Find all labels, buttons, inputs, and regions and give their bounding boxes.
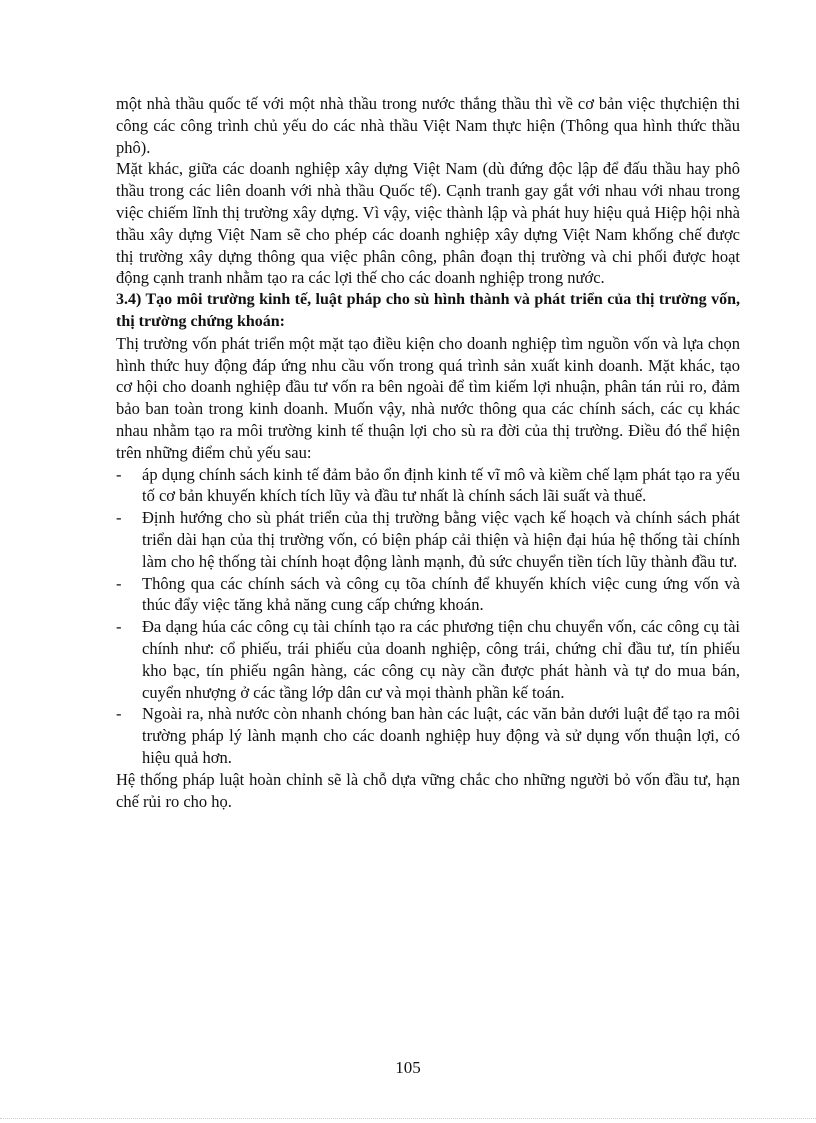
closing-sentence: Hệ thống pháp luật hoàn chỉnh sẽ là chỗ dựa vững chắc cho những người bỏ vốn đầu tư, hạn chế rủi ro cho họ. (116, 769, 740, 811)
list-item (116, 464, 740, 508)
page-number: 105 (395, 1058, 421, 1077)
list-item (116, 703, 740, 768)
dash-bullet: - (116, 704, 122, 724)
list-item-text: Định hướng cho sù phát triển của thị trường bằng việc vạch kế hoạch và chính sách phát triển dài hạn của thị trường vốn, có biện pháp cải thiện và hiện đại húa hệ thống tài chính làm cho hệ thống tài chính hoạt động lành mạnh, đủ sức chuyển tiền tích lũy thành đầu tư. (142, 508, 740, 571)
dash-bullet: - (116, 464, 122, 484)
list-item (116, 616, 740, 703)
list-item-text: Thông qua các chính sách và công cụ tõa chính để khuyến khích việc cung ứng vốn và thúc đẩy việc tăng khả năng cung cấp chứng khoán. (142, 573, 740, 615)
list-item-text: Ngoài ra, nhà nước còn nhanh chóng ban hàn các luật, các văn bản dưới luật để tạo ra môi trường pháp lý lành mạnh cho các doanh nghiệp huy động và sử dụng vốn thuận lợi, có hiệu quả hơn. (142, 704, 740, 767)
dash-bullet: - (116, 508, 122, 528)
paragraph-domestic-competition: Mặt khác, giữa các doanh nghiệp xây dựng Việt Nam (dù đứng độc lập để đấu thầu hay phô thầu trong các liên doanh với nhà thầu Quốc tế). Cạnh tranh gay gắt với nhau với nhau trong việc chiếm lĩnh thị trường xây dựng. Vì vậy, việc thành lập và phát huy hiệu quả Hiệp hội nhà thầu xây dựng Việt Nam sẽ cho phép các doanh nghiệp xây dựng Việt Nam khống chế được thị trường xây dựng thông qua việc phân công, phân đoạn thị trường và chi phối được hoạt động cạnh tranh nhằm tạo ra các lợi thế cho các doanh nghiệp trong nước. (116, 159, 740, 288)
section-heading: 3.4) Tạo môi trường kinh tế, luật pháp cho sù hình thành và phát triển của thị trường vốn, thị trường chứng khoán: (116, 291, 740, 330)
list-item (116, 573, 740, 617)
list-item-text: áp dụng chính sách kinh tế đảm bảo ổn định kinh tế vĩ mô và kiềm chế lạm phát tạo ra yếu tố cơ bản khuyến khích tích lũy và đầu tư nhất là chính sách lãi suất và thuế. (142, 464, 740, 506)
list-item (116, 507, 740, 572)
bullet-list (116, 464, 740, 769)
paragraph-contractors: một nhà thầu quốc tế với một nhà thầu trong nước thắng thầu thì về cơ bản việc thựchiện thi công các công trình chủ yếu do các nhà thầu Việt Nam thực hiện (Thông qua hình thức thầu phô). (116, 94, 740, 157)
footer-divider (0, 1118, 816, 1119)
dash-bullet: - (116, 573, 122, 593)
dash-bullet: - (116, 617, 122, 637)
document-body (116, 93, 740, 812)
list-item-text: Đa dạng húa các công cụ tài chính tạo ra các phương tiện chu chuyển vốn, các công cụ tài chính như: cổ phiếu, trái phiếu của doanh nghiệp, công trái, chứng chỉ đầu tư, tín phiếu kho bạc, tín phiếu ngân hàng, các công cụ này cần được phát hành và tự do mua bán, cuyển nhượng ở các tầng lớp dân cư và mọi thành phần kế toán. (142, 617, 740, 702)
paragraph-capital-market: Thị trường vốn phát triển một mặt tạo điều kiện cho doanh nghiệp tìm nguồn vốn và lựa chọn hình thức huy động đáp ứng nhu cầu vốn trong quá trình sản xuất kinh doanh. Mặt khác, tạo cơ hội cho doanh nghiệp đầu tư vốn ra bên ngoài để tìm kiếm lợi nhuận, phân tán rủi ro, đảm bảo ban toàn trong kinh doanh. Muốn vậy, nhà nước thông qua các chính sách, các cụ khác nhau nhằm tạo ra môi trường kinh tế thuận lợi cho sù ra đời của thị trường. Điều đó thể hiện trên những điểm chủ yếu sau: (116, 333, 740, 462)
